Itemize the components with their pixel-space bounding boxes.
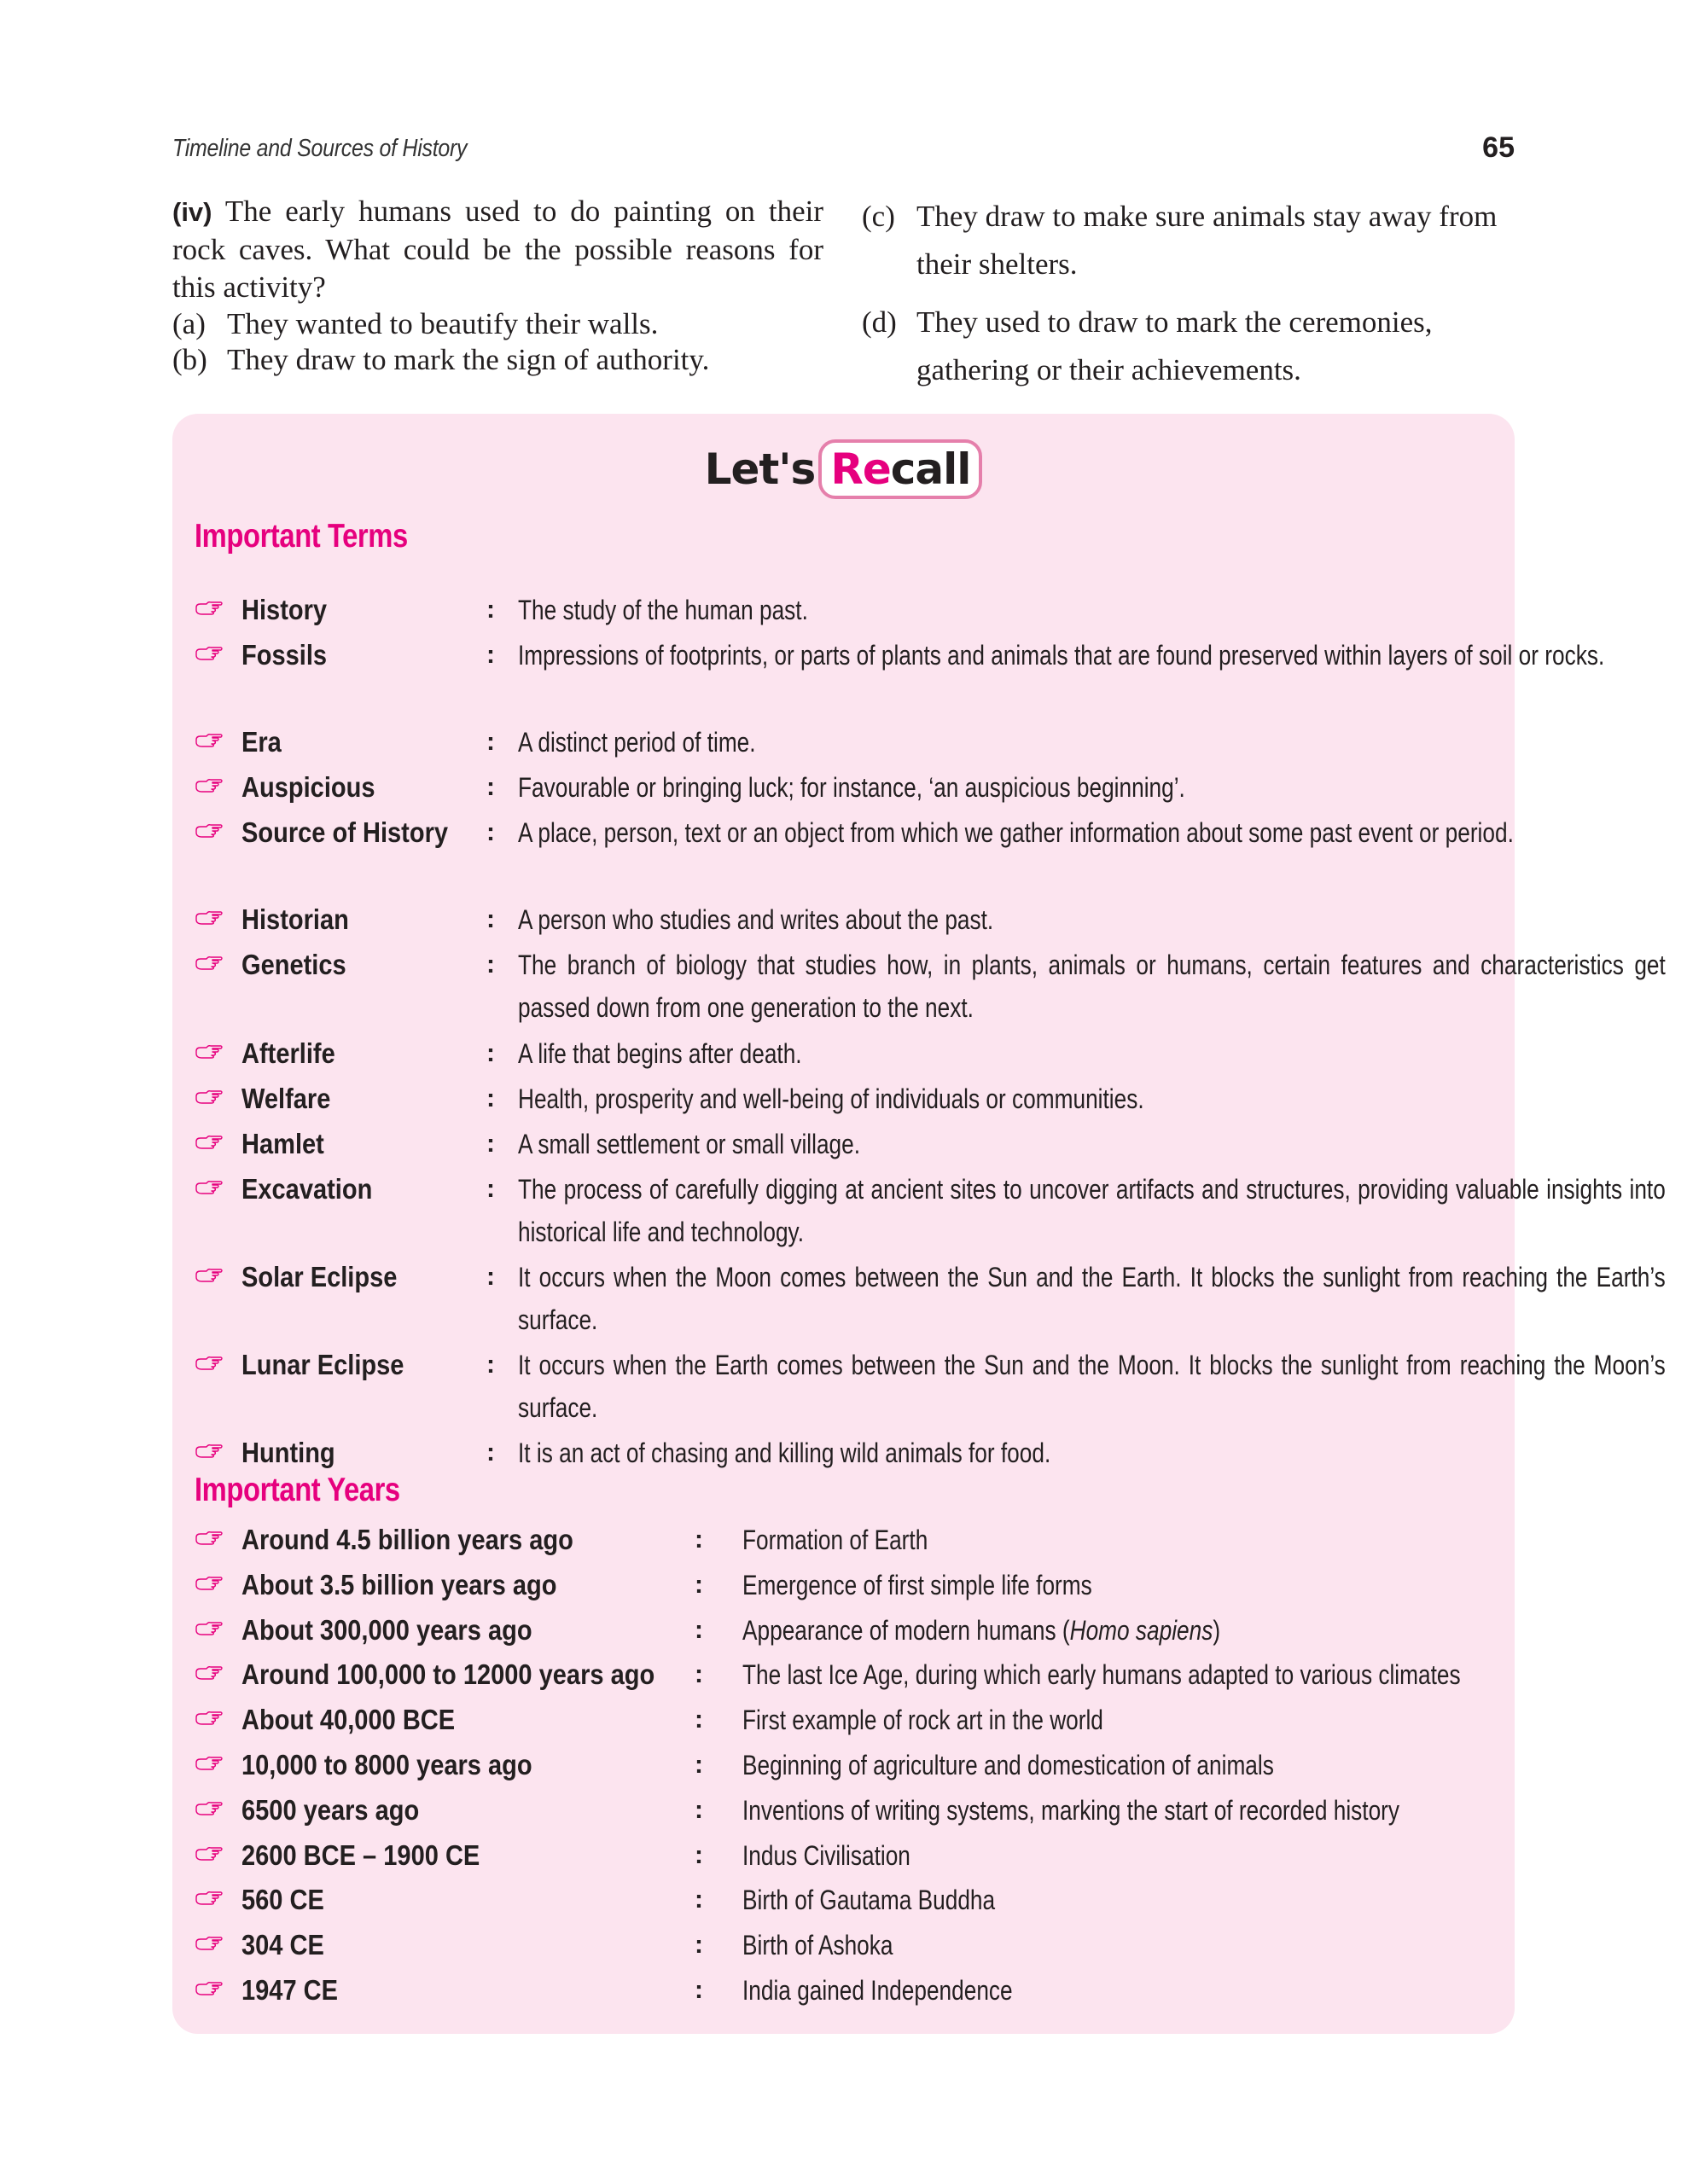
pointing-hand-icon bbox=[195, 601, 224, 618]
separator-colon: : bbox=[695, 1525, 703, 1554]
separator-colon: : bbox=[695, 1840, 703, 1869]
lets-recall-box bbox=[172, 414, 1666, 2034]
pointing-hand-icon bbox=[195, 1089, 224, 1107]
term-label: Lunar Eclipse bbox=[241, 1349, 404, 1380]
event-text: Emergence of first simple life forms bbox=[742, 1569, 1092, 1600]
pointing-hand-icon bbox=[195, 1801, 224, 1818]
term-definition: The process of carefully digging at ancient sites to uncover artifacts and structures, providing valuable insights into historical life and technology. bbox=[518, 1174, 1666, 1247]
event-text: India gained Independence bbox=[742, 1975, 1013, 2006]
term-label: Auspicious bbox=[241, 771, 375, 803]
event-text: Birth of Gautama Buddha bbox=[742, 1885, 996, 1916]
term-definition: The branch of biology that studies how, in plants, animals or humans, certain features and characteristics get passed down from one generation to the next. bbox=[518, 950, 1666, 1023]
separator-colon: : bbox=[486, 1350, 495, 1379]
term-label: Era bbox=[241, 726, 282, 758]
term-label: Afterlife bbox=[241, 1037, 335, 1069]
pointing-hand-icon bbox=[195, 1665, 224, 1682]
option-label: (a) bbox=[172, 307, 206, 340]
separator-colon: : bbox=[486, 1263, 495, 1291]
year-label: About 40,000 BCE bbox=[241, 1704, 456, 1736]
year-label: 560 CE bbox=[241, 1884, 324, 1916]
pointing-hand-icon bbox=[195, 1711, 224, 1728]
question-left-column bbox=[172, 193, 823, 378]
year-label: About 300,000 years ago bbox=[241, 1613, 532, 1646]
term-definition: A person who studies and writes about the past. bbox=[518, 904, 994, 935]
running-head-title: Timeline and Sources of History bbox=[172, 135, 468, 162]
term-label: Historian bbox=[241, 903, 349, 935]
term-definition: Impressions of footprints, or parts of plants and animals that are found preserved within layers of soil or rocks. bbox=[518, 640, 1605, 671]
year-label: 10,000 to 8000 years ago bbox=[241, 1749, 532, 1780]
separator-colon: : bbox=[486, 1438, 495, 1467]
event-text: Appearance of modern humans ( bbox=[742, 1614, 1070, 1646]
event-text: Indus Civilisation bbox=[742, 1839, 910, 1871]
separator-colon: : bbox=[695, 1931, 703, 1960]
separator-colon: : bbox=[486, 950, 495, 979]
question-text: The early humans used to do painting on their rock caves. What could be the possible reasons for this activity? bbox=[172, 195, 824, 304]
pointing-hand-icon bbox=[195, 1135, 224, 1152]
term-definition: Favourable or bringing luck; for instance, ‘an auspicious beginning’. bbox=[518, 772, 1185, 803]
pointing-hand-icon bbox=[195, 910, 224, 927]
term-label: Hamlet bbox=[241, 1128, 324, 1159]
option-text: They used to draw to mark the ceremonies, gathering or their achievements. bbox=[916, 305, 1433, 386]
term-definition: It is an act of chasing and killing wild animals for food. bbox=[518, 1438, 1051, 1468]
option-label: (d) bbox=[862, 305, 897, 339]
year-event bbox=[742, 1744, 1666, 1786]
separator-colon: : bbox=[695, 1615, 703, 1644]
event-text: Inventions of writing systems, marking the start of recorded history bbox=[742, 1794, 1400, 1826]
pointing-hand-icon bbox=[195, 1936, 224, 1953]
term-label: Hunting bbox=[241, 1437, 335, 1468]
year-event bbox=[742, 1834, 1666, 1877]
separator-colon: : bbox=[486, 818, 495, 846]
option-label: (c) bbox=[862, 200, 895, 233]
pointing-hand-icon bbox=[195, 1981, 224, 1998]
pointing-hand-icon bbox=[195, 1846, 224, 1863]
pointing-hand-icon bbox=[195, 1268, 224, 1285]
term-label: Excavation bbox=[241, 1173, 373, 1205]
term-definition: Health, prosperity and well-being of individuals or communities. bbox=[518, 1083, 1144, 1114]
event-tail: ) bbox=[1213, 1614, 1221, 1646]
event-text: Beginning of agriculture and domestication of animals bbox=[742, 1750, 1274, 1780]
term-definition: A place, person, text or an object from which we gather information about some past event or period. bbox=[518, 817, 1514, 848]
year-label: 2600 BCE – 1900 CE bbox=[241, 1838, 480, 1871]
question-stem bbox=[172, 193, 823, 306]
term-label: Genetics bbox=[241, 949, 346, 980]
year-event bbox=[742, 1969, 1666, 2012]
option-text: They wanted to beautify their walls. bbox=[227, 307, 659, 340]
pointing-hand-icon bbox=[195, 1621, 224, 1638]
page-number: 65 bbox=[1482, 131, 1515, 164]
term-label: History bbox=[241, 594, 328, 625]
pointing-hand-icon bbox=[195, 1576, 224, 1593]
pointing-hand-icon bbox=[195, 1891, 224, 1908]
separator-colon: : bbox=[486, 773, 495, 801]
separator-colon: : bbox=[486, 1039, 495, 1067]
year-label: Around 4.5 billion years ago bbox=[241, 1524, 573, 1555]
important-terms-heading: Important Terms bbox=[195, 518, 408, 555]
question-right-column bbox=[862, 193, 1515, 404]
option-text: They draw to mark the sign of authority. bbox=[227, 343, 710, 376]
separator-colon: : bbox=[695, 1976, 703, 2004]
pointing-hand-icon bbox=[195, 1756, 224, 1773]
pointing-hand-icon bbox=[195, 1531, 224, 1548]
separator-colon: : bbox=[695, 1795, 703, 1824]
year-event bbox=[742, 1609, 1666, 1652]
separator-colon: : bbox=[486, 595, 495, 624]
separator-colon: : bbox=[486, 728, 495, 756]
lets-recall-title bbox=[172, 439, 1515, 499]
separator-colon: : bbox=[695, 1570, 703, 1599]
separator-colon: : bbox=[486, 1175, 495, 1203]
year-label: 6500 years ago bbox=[241, 1793, 420, 1826]
title-pill bbox=[818, 439, 982, 499]
event-italic: Homo sapiens bbox=[1069, 1614, 1213, 1646]
option-b[interactable] bbox=[172, 342, 823, 378]
separator-colon: : bbox=[486, 1084, 495, 1112]
year-label: About 3.5 billion years ago bbox=[241, 1568, 557, 1600]
term-label: Source of History bbox=[241, 816, 449, 848]
pointing-hand-icon bbox=[195, 1443, 224, 1461]
option-label: (b) bbox=[172, 343, 207, 376]
title-prefix: Let's bbox=[704, 444, 816, 494]
separator-colon: : bbox=[695, 1751, 703, 1779]
year-event bbox=[742, 1564, 1666, 1606]
term-definition: It occurs when the Moon comes between the Sun and the Earth. It blocks the sunlight from reaching the Earth’s surface. bbox=[518, 1262, 1666, 1335]
separator-colon: : bbox=[486, 1130, 495, 1158]
year-label: 304 CE bbox=[241, 1929, 324, 1961]
pointing-hand-icon bbox=[195, 823, 224, 840]
separator-colon: : bbox=[695, 1885, 703, 1914]
event-text: The last Ice Age, during which early humans adapted to various climates bbox=[742, 1659, 1461, 1691]
year-label: Around 100,000 to 12000 years ago bbox=[241, 1658, 655, 1691]
event-text: Birth of Ashoka bbox=[742, 1930, 893, 1961]
event-text: Formation of Earth bbox=[742, 1525, 928, 1555]
option-text: They draw to make sure animals stay away from their shelters. bbox=[916, 200, 1498, 281]
term-definition: A distinct period of time. bbox=[518, 727, 756, 758]
term-definition: A life that begins after death. bbox=[518, 1038, 802, 1069]
year-event bbox=[742, 1789, 1666, 1832]
term-definition: It occurs when the Earth comes between the Sun and the Moon. It blocks the sunlight from reaching the Moon’s surface. bbox=[518, 1350, 1666, 1423]
separator-colon: : bbox=[486, 905, 495, 933]
year-event bbox=[742, 1699, 1666, 1741]
event-text: First example of rock art in the world bbox=[742, 1705, 1103, 1736]
year-label: 1947 CE bbox=[241, 1974, 339, 2006]
pointing-hand-icon bbox=[195, 646, 224, 663]
question-number: (iv) bbox=[172, 197, 212, 227]
pointing-hand-icon bbox=[195, 1356, 224, 1373]
term-label: Solar Eclipse bbox=[241, 1261, 398, 1292]
pointing-hand-icon bbox=[195, 1180, 224, 1197]
title-highlight: Re bbox=[830, 444, 891, 494]
pointing-hand-icon bbox=[195, 733, 224, 750]
year-event bbox=[742, 1653, 1666, 1696]
separator-colon: : bbox=[695, 1660, 703, 1689]
term-definition: The study of the human past. bbox=[518, 595, 808, 625]
separator-colon: : bbox=[695, 1705, 703, 1734]
pointing-hand-icon bbox=[195, 1044, 224, 1061]
term-label: Fossils bbox=[241, 639, 328, 671]
year-event bbox=[742, 1879, 1666, 1921]
year-event bbox=[742, 1519, 1666, 1561]
title-rest: call bbox=[890, 444, 971, 494]
term-definition: A small settlement or small village. bbox=[518, 1129, 861, 1159]
option-c[interactable] bbox=[862, 193, 1515, 288]
important-years-heading: Important Years bbox=[195, 1472, 400, 1508]
separator-colon: : bbox=[486, 641, 495, 669]
option-d[interactable] bbox=[862, 299, 1515, 394]
pointing-hand-icon bbox=[195, 778, 224, 795]
term-label: Welfare bbox=[241, 1083, 331, 1114]
year-event bbox=[742, 1924, 1666, 1966]
option-a[interactable] bbox=[172, 306, 823, 342]
pointing-hand-icon bbox=[195, 956, 224, 973]
